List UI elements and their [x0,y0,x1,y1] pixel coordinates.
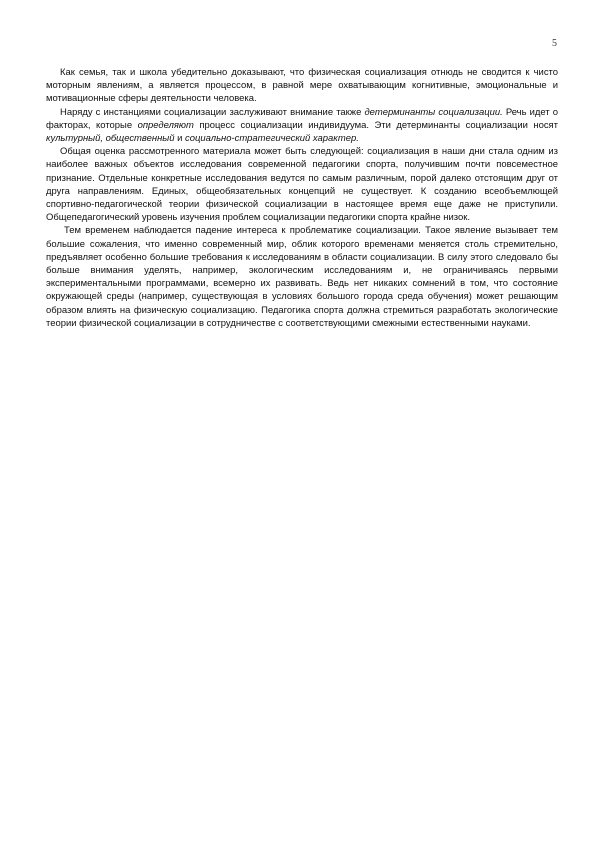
paragraph-2-italic-strategic: социально-стратегический характер. [185,133,359,145]
paragraph-2-text-2: Речь идет о факторах, которые [46,106,559,131]
paragraph-2-italic-determinants: детерминанты социализации. [364,106,503,118]
paragraph-4-text: Тем временем наблюдается падение интереса к проблематике социализации. Такое явление вызывает тем большие сожаления, что именно современный мир, облик которого временами меняется столь стремительно, предъявляет особенно большие требования к исследованиям в области социализации. В силу этого следовало бы больше внимания уделять, например, экологическим исследованиям и, не ограничиваясь первыми экспериментальными программами, всемерно их развивать. Ведь нет никаких сомнений в том, что состояние окружающей среды (например, существующая в условиях большого города среда обучения) может решающим образом влиять на физическую социализацию. Педагогика спорта должна стремиться разработать экологические теории физической социализации в сотрудничестве с соответствующими смежными естественными науками. [46,225,558,329]
paragraph-2-italic-cultural: культурный, общественный [46,133,175,145]
paragraph-2-italic-define: определяют [137,119,194,131]
paragraph-3 [46,145,558,224]
paragraph-2-text-4: и [174,133,185,145]
paragraph-3-text: Общая оценка рассмотренного материала может быть следующей: социализация в наши дни стала одним из наиболее важных объектов исследования современной педагогики спорта, получившим почти повсеместное признание. Отдельные конкретные исследования ведутся по самым различным, порой далеко отстоящим друг от друга направлениям. Единых, общеобязательных концепций не существует. К созданию всеобъемлющей спортивно-педагогической теории физической социализации в настоящее время еще даже не приступили. Общепедагогический уровень изучения проблем социализации педагогики спорта крайне низок. [46,146,558,224]
body-text [46,66,558,330]
paragraph-2-text-1: Наряду с инстанциями социализации заслуживают внимание также [60,106,365,118]
page-number: 5 [552,38,557,49]
paragraph-2-text-3: процесс социализации индивидуума. Эти детерминанты социализации носят [193,119,558,131]
paragraph-1 [46,66,558,106]
paragraph-1-text: Как семья, так и школа убедительно доказывают, что физическая социализация отнюдь не сводится к чисто моторным явлениям, а является процессом, в равной мере охватывающим когнитивные, эмоциональные и мотивационные сферы деятельности человека. [46,67,558,105]
paragraph-4 [46,224,558,330]
paragraph-2 [46,106,558,146]
